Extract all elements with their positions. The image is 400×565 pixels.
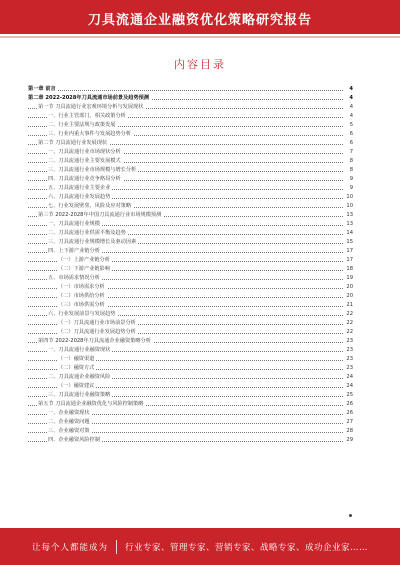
toc-entry-text: 二、刀具流通行业供需平衡及趋势 xyxy=(48,230,126,236)
toc-entry[interactable] xyxy=(28,193,353,202)
toc-entry-page: 4 xyxy=(349,104,353,110)
toc-entry[interactable] xyxy=(28,112,353,121)
toc-entry[interactable] xyxy=(28,265,353,274)
toc-entry-page: 8 xyxy=(349,167,353,173)
toc-entry-text: 五、刀具流通行业主要企业 xyxy=(48,185,111,191)
toc-entry[interactable] xyxy=(28,256,353,265)
toc-entry[interactable] xyxy=(28,364,353,373)
toc-entry[interactable] xyxy=(28,355,353,364)
toc-entry[interactable] xyxy=(28,211,353,220)
toc-entry-page: 18 xyxy=(346,266,353,272)
toc-entry[interactable] xyxy=(28,391,353,400)
toc-entry-text: 四、刀具流通行业竞争格局分析 xyxy=(48,176,121,182)
toc-entry-text: 第二节 刀具流通行业发展现状 xyxy=(38,140,108,146)
toc-entry[interactable] xyxy=(28,319,353,328)
toc-entry[interactable] xyxy=(28,301,353,310)
toc-entry-page: 24 xyxy=(346,374,353,380)
toc-entry-page: 13 xyxy=(346,212,353,218)
toc-entry-text: 五、市场需求情况分析 xyxy=(48,275,100,281)
toc-entry-page: 15 xyxy=(346,239,353,245)
toc-entry[interactable] xyxy=(28,229,353,238)
toc-entry-page: 14 xyxy=(346,230,353,236)
toc-entry-page: 8 xyxy=(349,158,353,164)
toc-entry-page: 23 xyxy=(346,365,353,371)
toc-entry-text: （二）下游产业链影响 xyxy=(58,266,110,272)
toc-entry-text: 二、刀具流通行业主要发展模式 xyxy=(48,158,121,164)
toc-entry[interactable] xyxy=(28,157,353,166)
toc-entry-page: 25 xyxy=(346,392,353,398)
toc-entry-page: 23 xyxy=(346,347,353,353)
toc-entry-text: 一、刀具流通行业市场现状分析 xyxy=(48,149,121,155)
toc-entry-text: 第四节 2022-2028年刀具流通企业融资策略分析 xyxy=(38,338,151,344)
toc-entry-page: 4 xyxy=(349,113,353,119)
toc-entry[interactable] xyxy=(28,436,353,445)
page-footer xyxy=(0,528,400,565)
page-marker xyxy=(349,514,352,517)
toc-entry[interactable] xyxy=(28,310,353,319)
toc-entry-page: 29 xyxy=(346,437,353,443)
toc-entry[interactable] xyxy=(28,382,353,391)
toc-entry[interactable] xyxy=(28,175,353,184)
toc-entry-page: 20 xyxy=(346,293,353,299)
toc-entry-page: 26 xyxy=(346,410,353,416)
toc-entry[interactable] xyxy=(28,373,353,382)
toc-entry[interactable] xyxy=(28,247,353,256)
toc-entry-text: 一、行业主管部门、相关政策分析 xyxy=(48,113,126,119)
toc-entry-page: 4 xyxy=(349,95,353,101)
toc-entry[interactable] xyxy=(28,103,353,112)
toc-entry-text: （一）融资渠道 xyxy=(58,356,95,362)
toc-entry[interactable] xyxy=(28,346,353,355)
toc-entry-text: 一、刀具流通行业规模 xyxy=(48,221,100,227)
toc-entry-text: 七、行业发展壁垒、风险及应对策略 xyxy=(48,203,132,209)
toc-entry-text: （一）融资建议 xyxy=(58,383,95,389)
toc-entry-text: 三、刀具流通行业规模增长及驱动因素 xyxy=(48,239,137,245)
toc-entry-page: 13 xyxy=(346,221,353,227)
toc-entry[interactable] xyxy=(28,337,353,346)
toc-entry-page: 17 xyxy=(346,248,353,254)
toc-entry-page: 19 xyxy=(346,275,353,281)
toc-entry[interactable] xyxy=(28,202,353,211)
toc-entry-text: （三）市场供需分析 xyxy=(58,302,105,308)
toc-entry-page: 10 xyxy=(346,194,353,200)
toc-entry[interactable] xyxy=(28,166,353,175)
toc-entry-page: 21 xyxy=(346,302,353,308)
toc-entry-text: 四、上下游产业链分析 xyxy=(48,248,100,254)
toc-entry-text: （二）刀具流通行业发展趋势分析 xyxy=(58,329,136,335)
toc-entry[interactable] xyxy=(28,238,353,247)
toc-entry-text: 六、行业发展前景与发展趋势 xyxy=(48,311,116,317)
toc-entry-text: （二）市场供给分析 xyxy=(58,293,105,299)
toc-leader-dots xyxy=(28,90,343,91)
toc-entry-page: 9 xyxy=(349,176,353,182)
toc-entry-page: 9 xyxy=(349,185,353,191)
toc-entry-text: 第一章 前言 xyxy=(28,86,56,92)
toc-entry[interactable] xyxy=(28,121,353,130)
toc-entry-page: 6 xyxy=(349,131,353,137)
toc-entry[interactable] xyxy=(28,292,353,301)
toc-entry[interactable] xyxy=(28,139,353,148)
toc-entry-page: 10 xyxy=(346,203,353,209)
toc-entry-page: 23 xyxy=(346,338,353,344)
toc-entry-text: 第三节 2022-2028年中国刀具流通行业市场规模预测 xyxy=(38,212,162,218)
footer-slogan: 让每个人都能成为 xyxy=(31,542,108,553)
toc-entry-page: 24 xyxy=(346,383,353,389)
toc-entry-text: 六、刀具流通行业发展趋势 xyxy=(48,194,111,200)
toc-entry-text: 第五节 刀具流通企业融资优化与风险控制策略 xyxy=(38,401,144,407)
toc-entry-page: 23 xyxy=(346,356,353,362)
toc-entry-page: 6 xyxy=(349,140,353,146)
toc-entry[interactable] xyxy=(28,418,353,427)
toc-entry[interactable] xyxy=(28,94,353,103)
toc-entry-page: 5 xyxy=(349,122,353,128)
toc-entry-text: 一、企业融资现状 xyxy=(48,410,90,416)
toc-entry-text: 三、企业融资对策 xyxy=(48,428,90,434)
toc-entry-page: 17 xyxy=(346,257,353,263)
toc-entry-text: 三、行业内重大事件与发展趋势分析 xyxy=(48,131,132,137)
toc-entry-text: （二）融资方式 xyxy=(58,365,95,371)
toc-heading: 内容目录 xyxy=(174,58,226,71)
header-divider xyxy=(0,36,400,38)
toc-entry[interactable] xyxy=(28,85,353,94)
toc-entry-text: 二、企业融资问题 xyxy=(48,419,90,425)
toc-entry[interactable] xyxy=(28,283,353,292)
footer-roles: 行业专家、管理专家、营销专家、战略专家、成功企业家…… xyxy=(125,542,369,553)
toc-entry[interactable] xyxy=(28,184,353,193)
report-header xyxy=(0,0,400,34)
toc-entry-page: 22 xyxy=(346,320,353,326)
toc-entry[interactable] xyxy=(28,427,353,436)
toc-entry-page: 27 xyxy=(346,419,353,425)
footer-divider xyxy=(116,540,117,554)
toc-entry[interactable] xyxy=(28,148,353,157)
toc-entry-page: 4 xyxy=(349,86,353,92)
toc-entry-page: 26 xyxy=(346,401,353,407)
toc-entry[interactable] xyxy=(28,400,353,409)
toc-entry-page: 22 xyxy=(346,329,353,335)
toc-entry-text: （一）市场需求分析 xyxy=(58,284,105,290)
table-of-contents xyxy=(28,85,353,445)
toc-entry-text: 第一节 刀具流通行业宏观环境分析与发展现状 xyxy=(38,104,144,110)
toc-entry-text: 第二章 2022-2028年刀具流通市场前景及趋势预测 xyxy=(28,95,150,101)
toc-entry-text: 二、刀具流通企业融资风险 xyxy=(48,374,111,380)
toc-entry[interactable] xyxy=(28,274,353,283)
toc-entry[interactable] xyxy=(28,328,353,337)
report-title: 刀具流通企业融资优化策略研究报告 xyxy=(87,13,312,28)
toc-entry-text: 一、刀具流通行业融资现状 xyxy=(48,347,111,353)
toc-entry-page: 22 xyxy=(346,311,353,317)
toc-entry-page: 20 xyxy=(346,284,353,290)
toc-entry[interactable] xyxy=(28,409,353,418)
toc-entry[interactable] xyxy=(28,130,353,139)
toc-entry-text: （一）刀具流通行业市场前景分析 xyxy=(58,320,136,326)
toc-entry-text: 二、行业主要法规与政策发展 xyxy=(48,122,116,128)
toc-entry-page: 28 xyxy=(346,428,353,434)
toc-entry-page: 7 xyxy=(349,149,353,155)
toc-entry-text: 四、企业融资风险控制 xyxy=(48,437,100,443)
toc-entry-text: （一）上游产业链分析 xyxy=(58,257,110,263)
toc-entry-text: 三、刀具流通行业市场规模与增长分析 xyxy=(48,167,137,173)
toc-entry[interactable] xyxy=(28,220,353,229)
toc-entry-text: 三、刀具流通行业融资策略 xyxy=(48,392,111,398)
